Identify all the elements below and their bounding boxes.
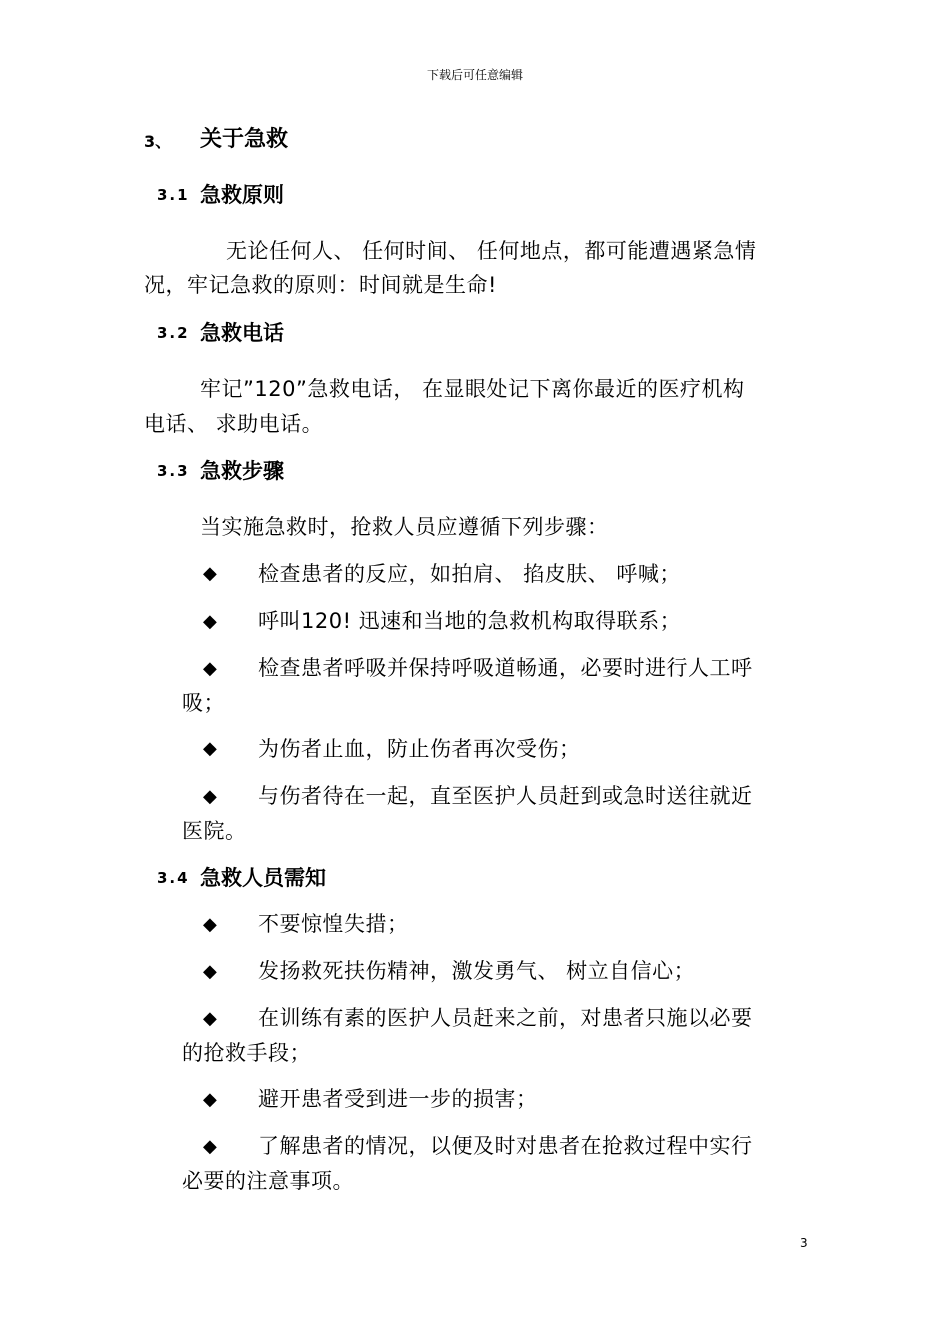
list-item-continuation: 吸；	[182, 691, 225, 715]
bullet-diamond-icon: ◆	[203, 1136, 217, 1157]
paragraph-line: 无论任何人、 任何时间、 任何地点，都可能遭遇紧急情	[226, 239, 757, 263]
subsection-number: 3.2	[157, 324, 190, 342]
section-title: 关于急救	[200, 127, 289, 152]
bullet-diamond-icon: ◆	[203, 658, 217, 679]
bullet-diamond-icon: ◆	[203, 786, 217, 807]
page-number: 3	[800, 1236, 808, 1250]
intro-line: 当实施急救时，抢救人员应遵循下列步骤：	[200, 515, 609, 539]
subsection-title: 急救电话	[200, 321, 284, 345]
bullet-diamond-icon: ◆	[203, 738, 217, 759]
bullet-diamond-icon: ◆	[203, 1008, 217, 1029]
subsection-number: 3.3	[157, 462, 190, 480]
list-item: 为伤者止血，防止伤者再次受伤；	[258, 737, 581, 761]
list-item: 避开患者受到进一步的损害；	[258, 1087, 538, 1111]
list-item-continuation: 的抢救手段；	[182, 1041, 311, 1065]
bullet-diamond-icon: ◆	[203, 611, 217, 632]
list-item: 发扬救死扶伤精神，激发勇气、 树立自信心；	[258, 959, 696, 983]
bullet-diamond-icon: ◆	[203, 563, 217, 584]
list-item: 不要惊惶失措；	[258, 912, 409, 936]
bullet-diamond-icon: ◆	[203, 1089, 217, 1110]
section-number: 3、	[144, 132, 172, 151]
bullet-diamond-icon: ◆	[203, 914, 217, 935]
subsection-title: 急救原则	[200, 183, 284, 207]
list-item: 检查患者呼吸并保持呼吸道畅通，必要时进行人工呼	[258, 656, 753, 680]
list-item: 检查患者的反应，如拍肩、 掐皮肤、 呼喊；	[258, 562, 681, 586]
list-item: 与伤者待在一起，直至医护人员赶到或急时送往就近	[258, 784, 753, 808]
paragraph-line: 电话、 求助电话。	[144, 412, 324, 436]
list-item-continuation: 必要的注意事项。	[182, 1169, 354, 1193]
list-item: 呼叫120! 迅速和当地的急救机构取得联系；	[258, 609, 682, 633]
paragraph-line: 况，牢记急救的原则：时间就是生命!	[144, 273, 497, 297]
subsection-title: 急救人员需知	[200, 866, 326, 890]
subsection-number: 3.1	[157, 186, 190, 204]
header-note: 下载后可任意编辑	[426, 68, 523, 82]
subsection-title: 急救步骤	[200, 459, 284, 483]
paragraph-line: 牢记”120”急救电话， 在显眼处记下离你最近的医疗机构	[200, 377, 745, 401]
list-item: 了解患者的情况，以便及时对患者在抢救过程中实行	[258, 1134, 753, 1158]
bullet-diamond-icon: ◆	[203, 961, 217, 982]
list-item-continuation: 医院。	[182, 819, 247, 843]
subsection-number: 3.4	[157, 869, 190, 887]
list-item: 在训练有素的医护人员赶来之前，对患者只施以必要	[258, 1006, 753, 1030]
